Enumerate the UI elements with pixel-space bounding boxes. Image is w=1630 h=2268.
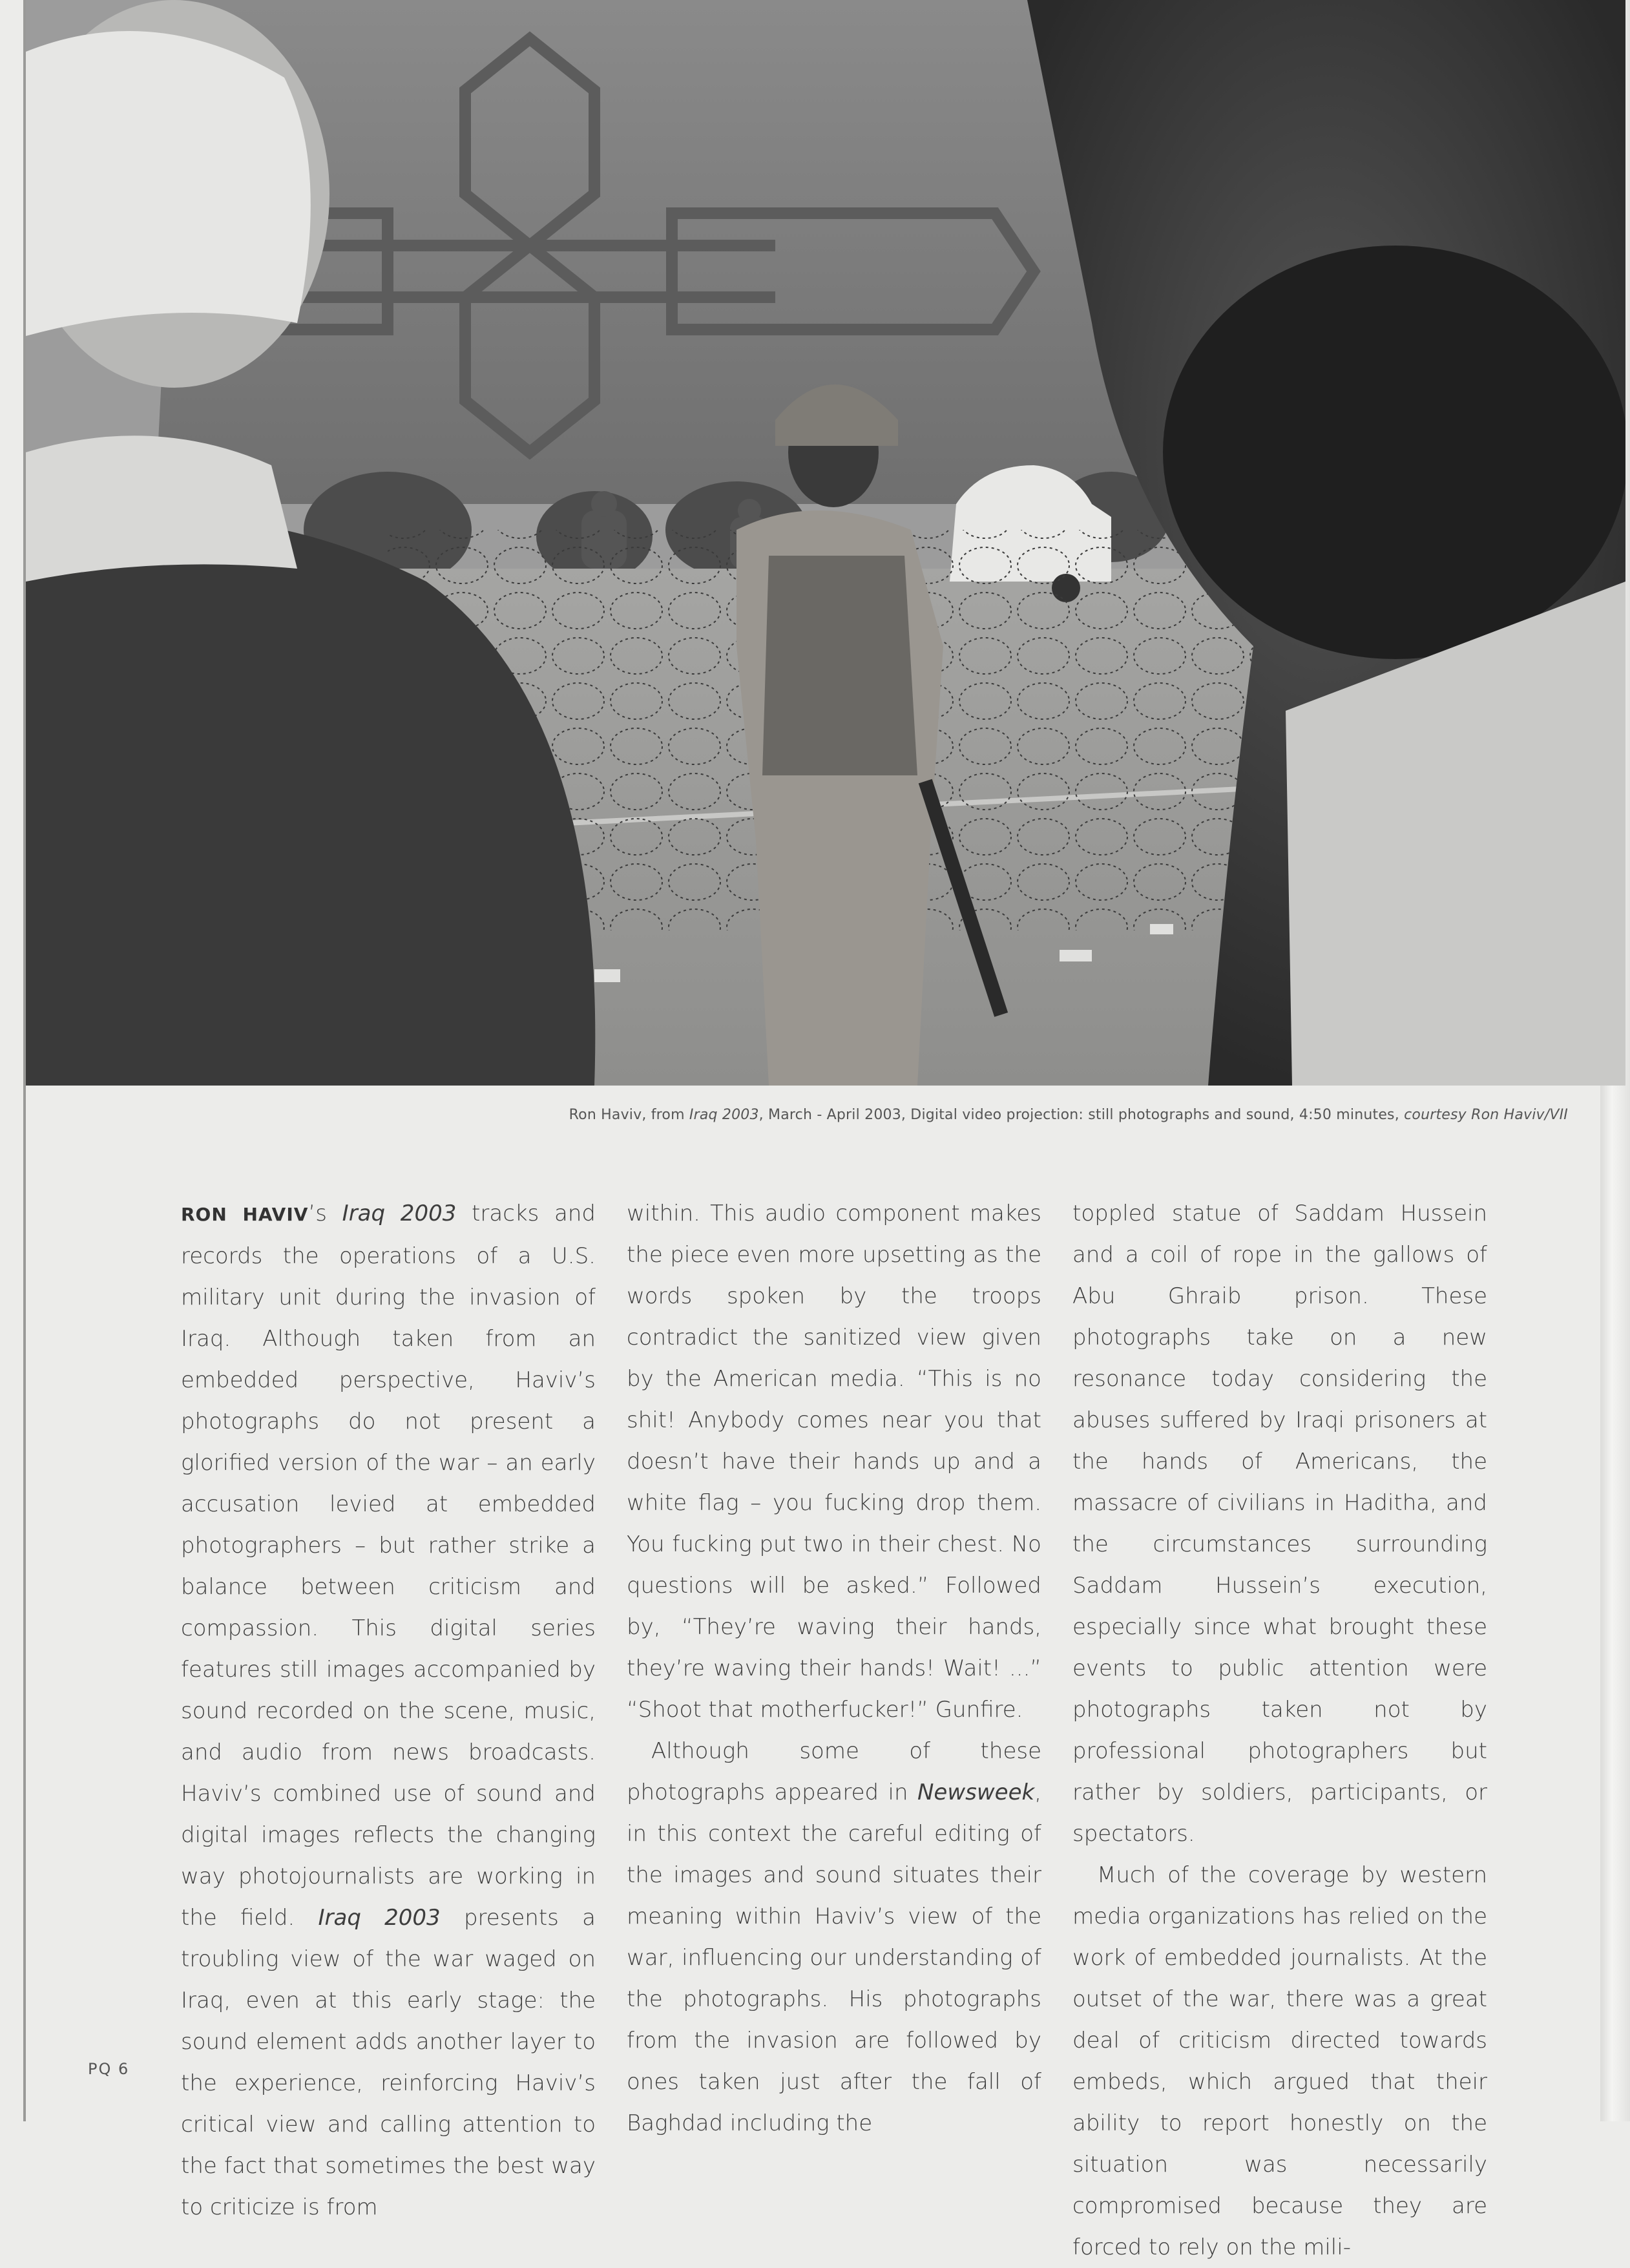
photo-caption: Ron Haviv, from Iraq 2003, March - April 2003, Digital video projection: still photographs and sound, 4:50 minutes, courtesy Ron Haviv/VII bbox=[569, 1107, 1568, 1123]
photograph-soldier-barbed-wire-icon bbox=[26, 0, 1625, 1086]
page-number: PQ 6 bbox=[88, 2060, 130, 2078]
text-column-3 bbox=[1072, 1193, 1487, 2268]
text-column-1 bbox=[181, 1193, 596, 2228]
paragraph: Although some of these photographs appeared in Newsweek, in this context the careful editing of the images and sound situates their meaning within Haviv’s view of the war, influencing our understanding of the photographs. His photographs from the invasion are followed by ones taken just after the fall of Baghdad including the bbox=[627, 1738, 1041, 2136]
paragraph: toppled statue of Saddam Hussein and a coil of rope in the gallows of Abu Ghraib prison. These photographs take on a new resonance today considering the abuses suffered by Iraqi prisoners at the hands of Americans, the massacre of civilians in Haditha, and the circumstances surrounding Saddam Hussein’s execution, especially since what brought these events to public attention were photographs taken not by professional photographers but rather by soldiers, participants, or spectators. bbox=[1072, 1201, 1487, 1847]
paragraph: Much of the coverage by western media organizations has relied on the work of embedded journalists. At the outset of the war, there was a great deal of criticism directed towards embeds, which argued that their ability to report honestly on the situation was necessarily compromised because they are forced to rely on the mili- bbox=[1072, 1862, 1487, 2260]
paragraph: RON HAVIV’s Iraq 2003 tracks and records the operations of a U.S. military unit during the invasion of Iraq. Although taken from an embedded perspective, Haviv’s photographs do not present a glorified version of the war – an early accusation levied at embedded photographers – but rather strike a balance between criticism and compassion. This digital series features still images accompanied by sound recorded on the scene, music, and audio from news broadcasts. Haviv’s combined use of sound and digital images reflects the changing way photojournalists are working in the field. Iraq 2003 presents a troubling view of the war waged on Iraq, even at this early stage: the sound element adds another layer to the experience, reinforcing Haviv’s critical view and calling attention to the fact that sometimes the best way to criticize is from bbox=[181, 1201, 596, 2220]
paragraph: within. This audio component makes the piece even more upsetting as the words spoken by the troops contradict the sanitized view given by the American media. “This is no shit! Anybody comes near you that doesn’t have their hands up and a white flag – you fucking drop them. You fucking put two in their chest. No questions will be asked.” Followed by, “They’re waving their hands, they’re waving their hands! Wait! ...” “Shoot that motherfucker!” Gunfire. bbox=[627, 1201, 1041, 1723]
text-column-2 bbox=[627, 1193, 1041, 2144]
artist-name: RON HAVIV bbox=[181, 1204, 309, 1225]
photograph bbox=[26, 0, 1625, 1086]
